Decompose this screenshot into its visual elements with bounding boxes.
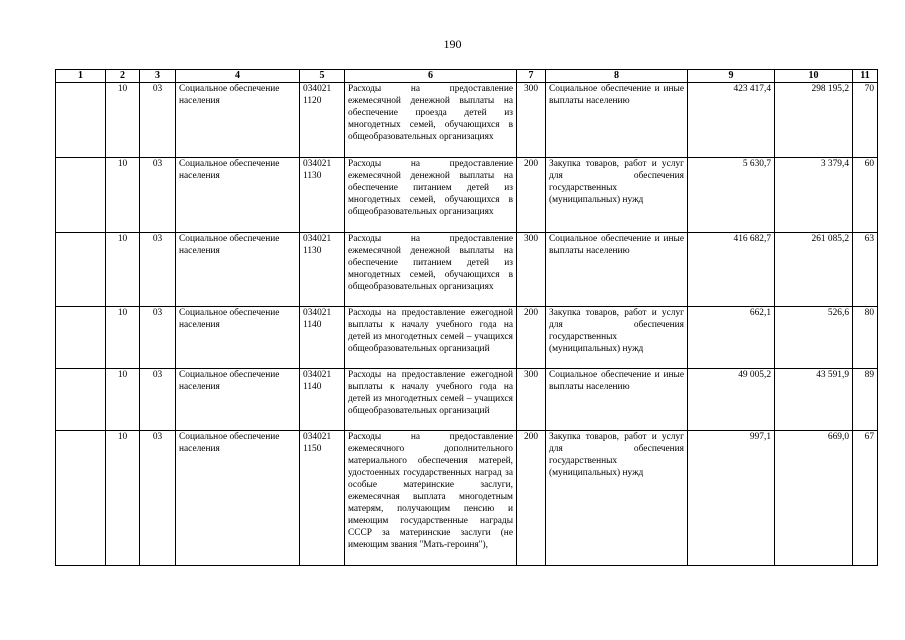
- cell-actual-amount: 298 195,2: [775, 83, 853, 158]
- cell-section-name: Социальное обеспечение населения: [176, 431, 300, 566]
- column-header: 5: [300, 70, 345, 83]
- cell-section-name: Социальное обеспечение населения: [176, 307, 300, 369]
- cell-section-name: Социальное обеспечение населения: [176, 369, 300, 431]
- cell-percent: 63: [853, 233, 878, 307]
- cell-actual-amount: 261 085,2: [775, 233, 853, 307]
- cell-row-number: [56, 431, 106, 566]
- cell-actual-amount: 526,6: [775, 307, 853, 369]
- cell-target-code: 034021 1120: [300, 83, 345, 158]
- cell-planned-amount: 662,1: [688, 307, 775, 369]
- cell-section: 10: [106, 83, 140, 158]
- cell-row-number: [56, 83, 106, 158]
- table-row: [56, 307, 878, 369]
- header-row: [56, 70, 878, 83]
- cell-target-code: 034021 1140: [300, 307, 345, 369]
- cell-expense-type: 300: [517, 233, 546, 307]
- cell-planned-amount: 5 630,7: [688, 158, 775, 233]
- cell-expense-type: 200: [517, 431, 546, 566]
- cell-section-name: Социальное обеспечение населения: [176, 233, 300, 307]
- budget-table: [55, 69, 878, 566]
- cell-expense-type-name: Социальное обеспечение и иные выплаты населению: [546, 83, 688, 158]
- table-row: [56, 233, 878, 307]
- column-header: 4: [176, 70, 300, 83]
- cell-section: 10: [106, 369, 140, 431]
- cell-subsection: 03: [140, 431, 176, 566]
- cell-target-code: 034021 1150: [300, 431, 345, 566]
- cell-percent: 70: [853, 83, 878, 158]
- page-number: 190: [443, 37, 462, 51]
- cell-section-name: Социальное обеспечение населения: [176, 158, 300, 233]
- cell-expense-description: Расходы на предоставление ежегодной выплаты к началу учебного года на детей из многодетных семей – учащихся общеобразовательных организаций: [345, 369, 517, 431]
- cell-expense-description: Расходы на предоставление ежемесячной денежной выплаты на обеспечение питанием детей из многодетных семей, обучающихся в общеобразовательных организациях: [345, 233, 517, 307]
- cell-section-name: Социальное обеспечение населения: [176, 83, 300, 158]
- cell-actual-amount: 43 591,9: [775, 369, 853, 431]
- cell-expense-type-name: Социальное обеспечение и иные выплаты населению: [546, 233, 688, 307]
- cell-row-number: [56, 233, 106, 307]
- cell-actual-amount: 669,0: [775, 431, 853, 566]
- cell-expense-description: Расходы на предоставление ежемесячной денежной выплаты на обеспечение питанием детей из многодетных семей, обучающихся в общеобразовательных организациях: [345, 158, 517, 233]
- cell-planned-amount: 423 417,4: [688, 83, 775, 158]
- cell-subsection: 03: [140, 233, 176, 307]
- cell-subsection: 03: [140, 83, 176, 158]
- cell-row-number: [56, 158, 106, 233]
- cell-target-code: 034021 1130: [300, 158, 345, 233]
- column-header: 10: [775, 70, 853, 83]
- table-row: [56, 158, 878, 233]
- cell-percent: 80: [853, 307, 878, 369]
- cell-expense-type-name: Закупка товаров, работ и услуг для обеспечения государственных (муниципальных) нужд: [546, 307, 688, 369]
- cell-subsection: 03: [140, 158, 176, 233]
- cell-expense-type: 300: [517, 369, 546, 431]
- cell-planned-amount: 49 005,2: [688, 369, 775, 431]
- cell-expense-type-name: Закупка товаров, работ и услуг для обеспечения государственных (муниципальных) нужд: [546, 158, 688, 233]
- column-header: 7: [517, 70, 546, 83]
- cell-expense-type: 200: [517, 158, 546, 233]
- column-header: 1: [56, 70, 106, 83]
- table-row: [56, 369, 878, 431]
- cell-target-code: 034021 1130: [300, 233, 345, 307]
- cell-expense-type: 200: [517, 307, 546, 369]
- cell-section: 10: [106, 233, 140, 307]
- cell-expense-type-name: Закупка товаров, работ и услуг для обеспечения государственных (муниципальных) нужд: [546, 431, 688, 566]
- cell-row-number: [56, 307, 106, 369]
- column-header: 9: [688, 70, 775, 83]
- column-header: 2: [106, 70, 140, 83]
- cell-section: 10: [106, 158, 140, 233]
- cell-actual-amount: 3 379,4: [775, 158, 853, 233]
- table-row: [56, 83, 878, 158]
- column-header: 8: [546, 70, 688, 83]
- cell-expense-type-name: Социальное обеспечение и иные выплаты населению: [546, 369, 688, 431]
- cell-planned-amount: 997,1: [688, 431, 775, 566]
- cell-subsection: 03: [140, 307, 176, 369]
- cell-expense-description: Расходы на предоставление ежемесячного дополнительного материального обеспечения матерей, удостоенных государственных наград за особые материнские заслуги, ежемесячная выплата многодетным матерям, получающим пенсию и имеющим государственные награды СССР за материнские заслуги (не имеющим звания "Мать-героиня"),: [345, 431, 517, 566]
- cell-expense-description: Расходы на предоставление ежемесячной денежной выплаты на обеспечение проезда детей из многодетных семей, обучающихся в общеобразовательных организациях: [345, 83, 517, 158]
- cell-row-number: [56, 369, 106, 431]
- cell-percent: 67: [853, 431, 878, 566]
- cell-expense-type: 300: [517, 83, 546, 158]
- table-row: [56, 431, 878, 566]
- cell-percent: 89: [853, 369, 878, 431]
- cell-subsection: 03: [140, 369, 176, 431]
- cell-section: 10: [106, 431, 140, 566]
- cell-target-code: 034021 1140: [300, 369, 345, 431]
- column-header: 3: [140, 70, 176, 83]
- cell-percent: 60: [853, 158, 878, 233]
- cell-planned-amount: 416 682,7: [688, 233, 775, 307]
- cell-expense-description: Расходы на предоставление ежегодной выплаты к началу учебного года на детей из многодетных семей – учащихся общеобразовательных организаций: [345, 307, 517, 369]
- column-header: 11: [853, 70, 878, 83]
- column-header: 6: [345, 70, 517, 83]
- cell-section: 10: [106, 307, 140, 369]
